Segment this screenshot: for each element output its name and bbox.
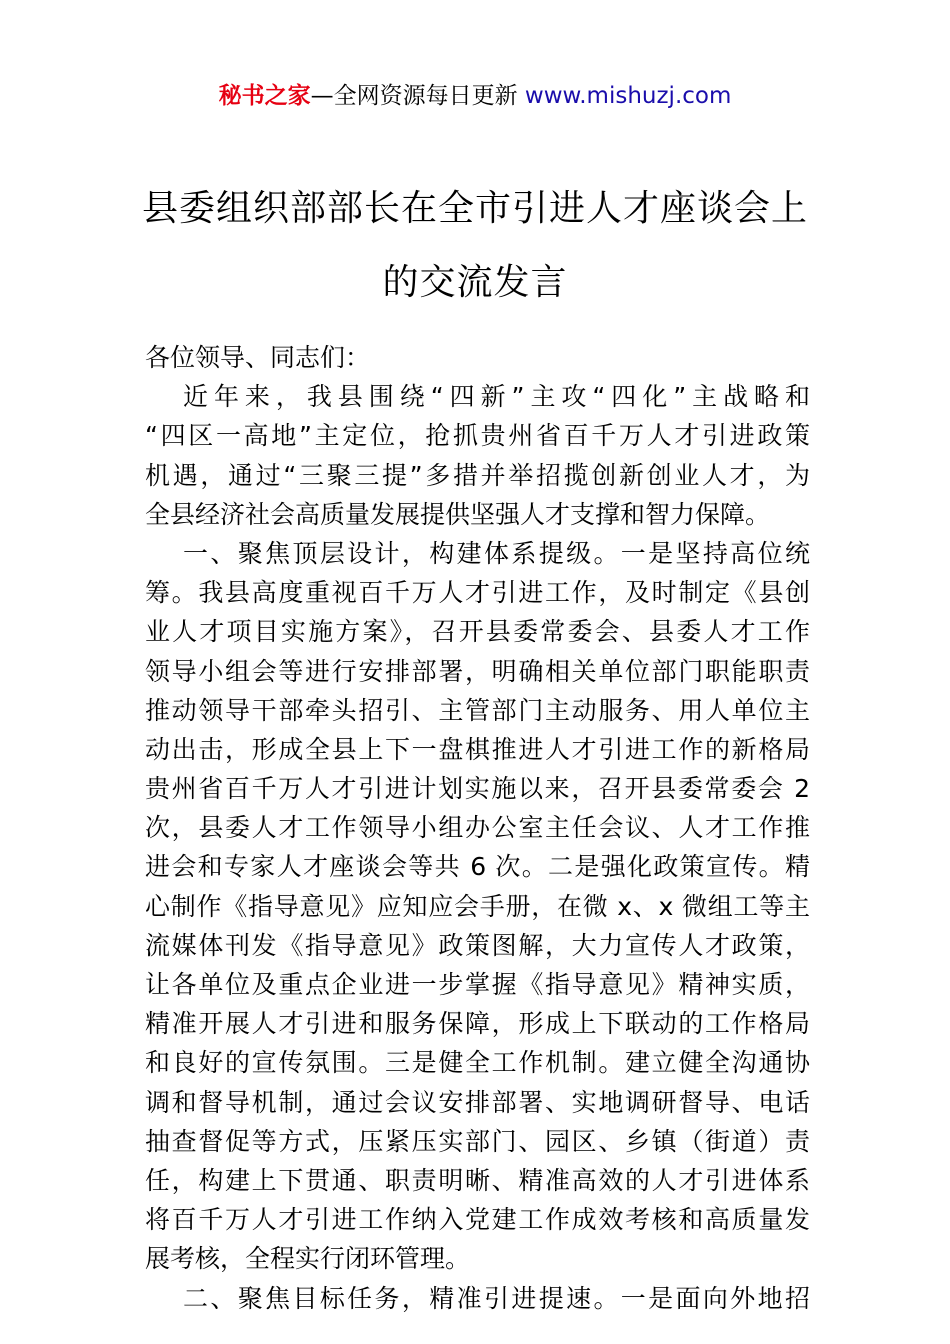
document-title: [100, 172, 850, 320]
body-line: “四区一高地”主定位，抢抓贵州省百千万人才引进政策: [145, 421, 810, 451]
body-line: 近年来，我县围绕“四新”主攻“四化”主战略和: [183, 382, 810, 412]
body-line: 二、聚焦目标任务，精准引进提速。一是面向外地招: [183, 1283, 810, 1313]
body-line: 和良好的宣传氛围。三是健全工作机制。建立健全沟通协: [145, 1048, 810, 1078]
body-line: 任，构建上下贯通、职责明晰、精准高效的人才引进体系: [145, 1165, 810, 1195]
body-line: 一、聚焦顶层设计，构建体系提级。一是坚持高位统: [183, 538, 810, 568]
site-header: [0, 80, 950, 112]
body-line: 进会和专家人才座谈会等共 6 次。二是强化政策宣传。精: [145, 852, 810, 882]
body-line: 贵州省百千万人才引进计划实施以来，召开县委常委会 2: [145, 774, 810, 804]
title-line-2: 的交流发言: [382, 262, 568, 303]
body-line: 让各单位及重点企业进一步掌握《指导意见》精神实质，: [145, 970, 810, 999]
site-tagline: —全网资源每日更新: [310, 83, 518, 109]
site-url-link[interactable]: www.mishuzj.com: [524, 83, 732, 109]
body-line: 全县经济社会高质量发展提供坚强人才支撑和智力保障。: [145, 499, 771, 529]
body-line: 次，县委人才工作领导小组办公室主任会议、人才工作推: [145, 813, 810, 843]
body-line: 筹。我县高度重视百千万人才引进工作，及时制定《县创: [145, 578, 810, 608]
body-line: 机遇，通过“三聚三提”多措并举招揽创新创业人才，为: [145, 460, 810, 490]
body-line: 抽查督促等方式，压紧压实部门、园区、乡镇（街道）责: [145, 1126, 810, 1156]
body-line: 展考核，全程实行闭环管理。: [145, 1244, 471, 1274]
body-line: 将百千万人才引进工作纳入党建工作成效考核和高质量发: [145, 1205, 810, 1235]
body-line: 流媒体刊发《指导意见》政策图解，大力宣传人才政策，: [145, 930, 810, 960]
body-line: 推动领导干部牵头招引、主管部门主动服务、用人单位主: [145, 695, 810, 725]
title-line-1: 县委组织部部长在全市引进人才座谈会上: [141, 188, 808, 229]
body-line: 心制作《指导意见》应知应会手册，在微 x、x 微组工等主: [145, 891, 810, 921]
body-line: 领导小组会等进行安排部署，明确相关单位部门职能职责: [145, 656, 810, 686]
salutation: 各位领导、同志们：: [145, 343, 371, 372]
body-line: 调和督导机制，通过会议安排部署、实地调研督导、电话: [145, 1087, 810, 1117]
body-line: 动出击，形成全县上下一盘棋推进人才引进工作的新格局: [145, 734, 810, 764]
site-brand: 秘书之家: [218, 83, 311, 109]
body-line: 精准开展人才引进和服务保障，形成上下联动的工作格局: [145, 1009, 810, 1039]
document-body: [145, 338, 810, 1318]
body-line: 业人才项目实施方案》，召开县委常委会、县委人才工作: [145, 617, 810, 647]
